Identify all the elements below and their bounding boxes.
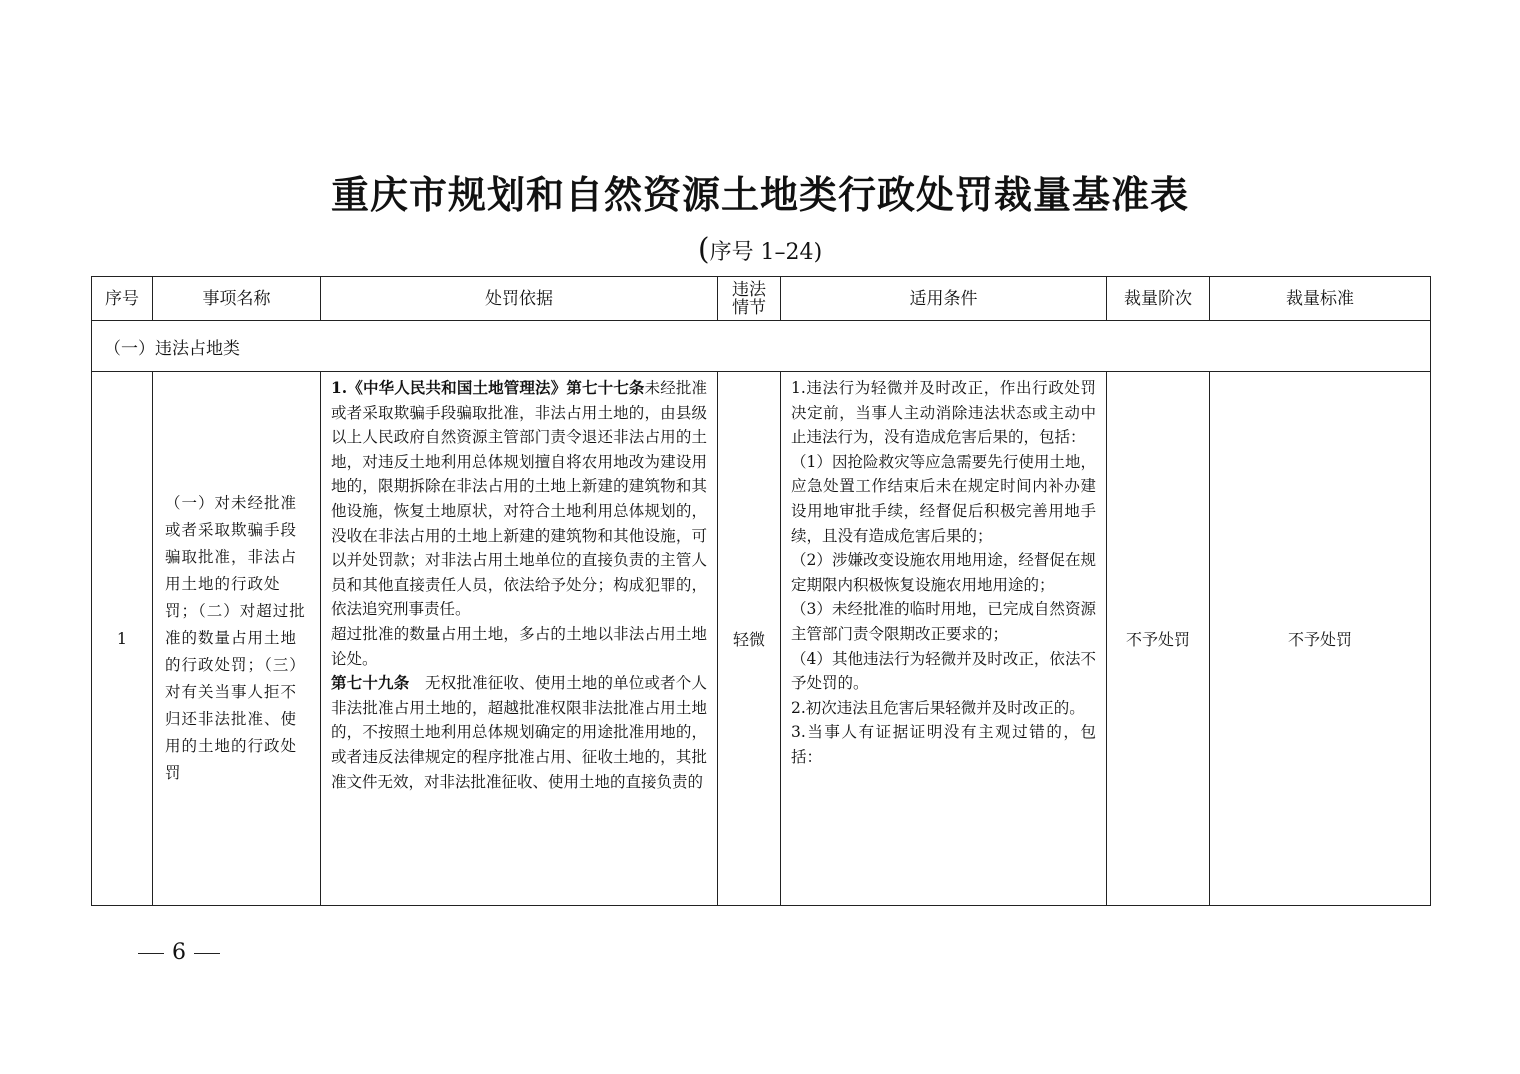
document-title: 重庆市规划和自然资源土地类行政处罚裁量基准表 (330, 172, 1189, 217)
header-standard: 裁量标准 (1210, 277, 1431, 321)
row-circumstance: 轻微 (718, 372, 781, 906)
footer-dash-left (138, 953, 164, 954)
subtitle-open-paren: ( (697, 232, 710, 267)
header-basis: 处罚依据 (321, 277, 718, 321)
basis-paragraph (331, 671, 707, 794)
row-conditions (781, 372, 1107, 906)
header-conditions: 适用条件 (781, 277, 1107, 321)
header-circumstance-text: 违法情节 (731, 279, 766, 318)
subtitle-close-paren: ) (813, 240, 823, 265)
page-footer (130, 940, 228, 965)
condition-item: 2.初次违法且危害后果轻微并及时改正的。 (791, 698, 1085, 717)
basis-excess-occupation: 超过批准的数量占用土地，多占的土地以非法占用土地论处。 (331, 624, 707, 668)
header-level: 裁量阶次 (1107, 277, 1210, 321)
row-standard: 不予处罚 (1210, 372, 1431, 906)
condition-item: 3.当事人有证据证明没有主观过错的，包括： (791, 723, 1096, 766)
basis-article-79-heading: 第七十九条 (331, 673, 410, 693)
row-level: 不予处罚 (1107, 372, 1210, 906)
row-seq: 1 (92, 372, 153, 906)
basis-article-77-heading: 1.《中华人民共和国土地管理法》第七十七条 (331, 378, 645, 397)
header-seq: 序号 (92, 277, 153, 321)
basis-article-79-text: 无权批准征收、使用土地的单位或者个人非法批准占用土地的，超越批准权限非法批准占用土地的，不按照土地利用总体规划确定的用途批准用地的，或者违反法律规定的程序批准占用、征收土地的，其批准文件无效，对非法批准征收、使用土地的直接负责的 (331, 674, 707, 791)
condition-item: （3）未经批准的临时用地，已完成自然资源主管部门责令限期改正要求的； (791, 600, 1096, 643)
page-number: 6 (172, 940, 186, 965)
category-row (92, 321, 1431, 372)
document-subtitle (0, 232, 1520, 267)
condition-item: （1）因抢险救灾等应急需要先行使用土地，应急处置工作结束后未在规定时间内补办建设用地审批手续，经督促后积极完善用地手续，且没有造成危害后果的； (791, 452, 1096, 545)
row-basis (321, 372, 718, 906)
condition-item: 1.违法行为轻微并及时改正，作出行政处罚决定前，当事人主动消除违法状态或主动中止违法行为，没有造成危害后果的，包括： (791, 379, 1096, 447)
table-row (92, 372, 1431, 906)
condition-item: （2）涉嫌改变设施农用地用途，经督促在规定期限内积极恢复设施农用地用途的； (791, 551, 1096, 594)
table-header-row (92, 277, 1431, 321)
subtitle-text: 序号 1–24 (709, 240, 814, 265)
condition-item: （4）其他违法行为轻微并及时改正，依法不予处罚的。 (791, 649, 1096, 693)
basis-paragraph (331, 376, 707, 622)
row-item-name: （一）对未经批准或者采取欺骗手段骗取批准，非法占用土地的行政处罚；（二）对超过批准的数量占用土地的行政处罚；（三）对有关当事人拒不归还非法批准、使用的土地的行政处罚 (153, 372, 321, 906)
category-label: （一）违法占地类 (92, 321, 1431, 372)
penalty-discretion-table (91, 276, 1431, 906)
basis-article-77-text: 未经批准或者采取欺骗手段骗取批准，非法占用土地的，由县级以上人民政府自然资源主管部门责令退还非法占用的土地，对违反土地利用总体规划擅自将农用地改为建设用地的，限期拆除在非法占用的土地上新建的建筑物和其他设施，恢复土地原状，对符合土地利用总体规划的，没收在非法占用的土地上新建的建筑物和其他设施，可以并处罚款；对非法占用土地单位的直接负责的主管人员和其他直接责任人员，依法给予处分；构成犯罪的，依法追究刑事责任。 (331, 379, 707, 619)
header-item-name: 事项名称 (153, 277, 321, 321)
footer-dash-right (194, 953, 220, 954)
header-circumstance (718, 277, 781, 321)
